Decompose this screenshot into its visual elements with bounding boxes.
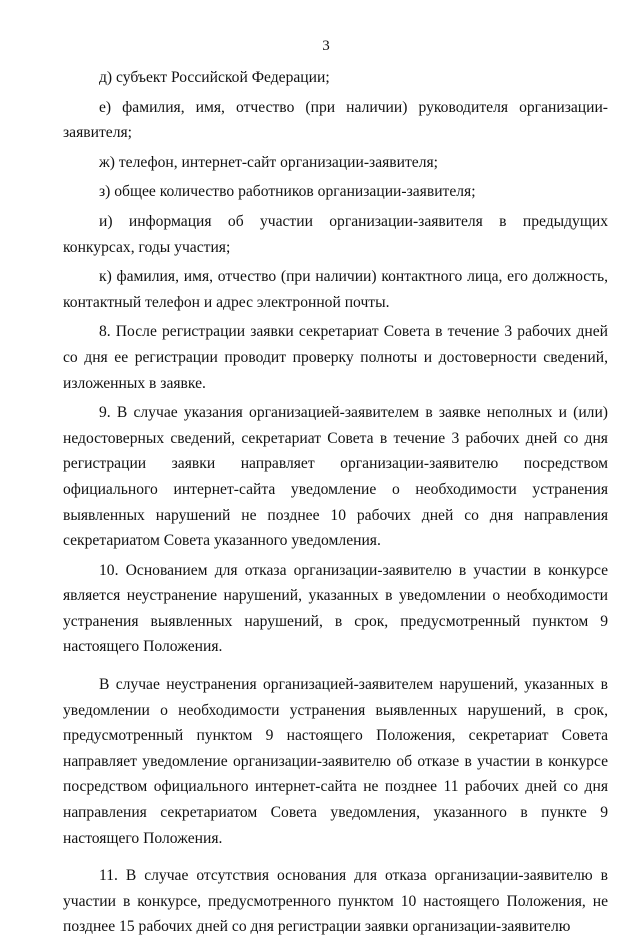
clause-8: 8. После регистрации заявки секретариат Совета в течение 3 рабочих дней со дня ее регистрации проводит проверку полноты и достоверности сведений, изложенных в заявке. [63, 323, 608, 392]
document-body [63, 65, 608, 940]
clause-10: 10. Основанием для отказа организации-заявителю в участии в конкурсе является неустранение нарушений, указанных в уведомлении о необходимости устранения выявленных нарушений, в срок, предусмотренный пунктом 9 настоящего Положения. [63, 561, 608, 656]
list-item-e: е) фамилия, имя, отчество (при наличии) руководителя организации-заявителя; [63, 98, 608, 142]
page-number: 3 [322, 38, 330, 54]
clause-10-continuation: В случае неустранения организацией-заявителем нарушений, указанных в уведомлении о необходимости устранения выявленных нарушений, в срок, предусмотренный пунктом 9 настоящего Положения, секретариат Совета направляет уведомление организации-заявителю об отказе в участии в конкурсе посредством официального интернет-сайта не позднее 11 рабочих дней со дня направления секретариатом Совета уведомления, указанного в пункте 9 настоящего Положения. [63, 676, 608, 847]
list-item-i: и) информация об участии организации-заявителя в предыдущих конкурсах, годы участия; [63, 212, 608, 256]
list-item-zh: ж) телефон, интернет-сайт организации-заявителя; [99, 153, 439, 171]
list-item-d: д) субъект Российской Федерации; [99, 69, 330, 86]
list-item-k: к) фамилия, имя, отчество (при наличии) контактного лица, его должность, контактный телефон и адрес электронной почты. [63, 268, 608, 311]
list-item-z: з) общее количество работников организации-заявителя; [99, 183, 476, 201]
clause-11: 11. В случае отсутствия основания для отказа организации-заявителю в участии в конкурсе, предусмотренного пунктом 10 настоящего Положения, не позднее 15 рабочих дней со дня регистрации заявки организации-заявителю [63, 867, 608, 936]
clause-9: 9. В случае указания организацией-заявителем в заявке неполных и (или) недостоверных сведений, секретариат Совета в течение 3 рабочих дней со дня регистрации заявки направляет организации-заявителю посредством официального интернет-сайта уведомление о необходимости устранения выявленных нарушений не позднее 10 рабочих дней со дня направления секретариатом Совета указанного уведомления. [63, 404, 608, 550]
